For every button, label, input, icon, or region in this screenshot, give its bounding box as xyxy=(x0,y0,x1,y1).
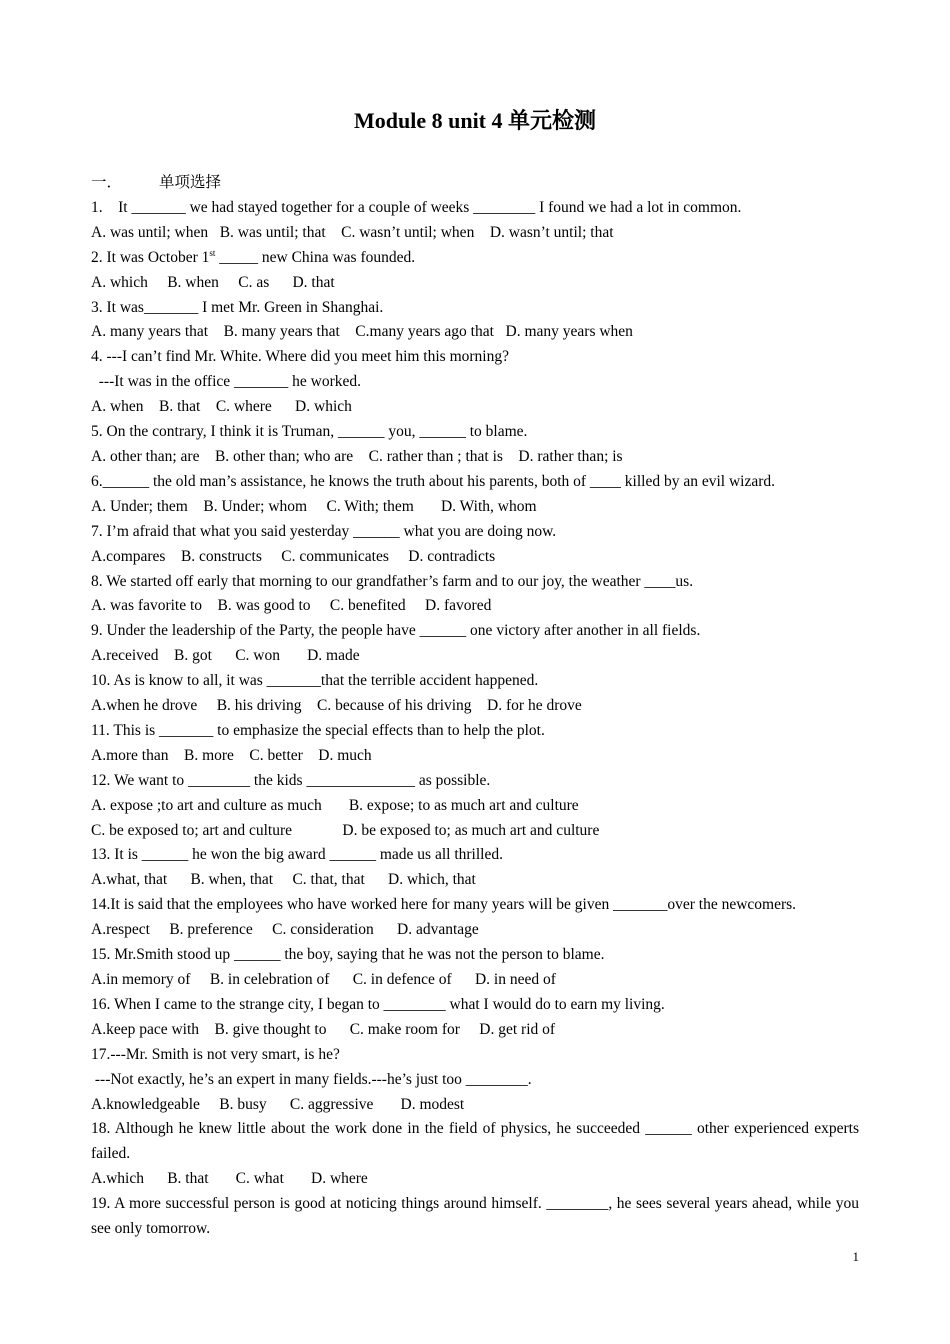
line-text: 5. On the contrary, I think it is Truman, ______ you, ______ to blame. xyxy=(91,423,528,441)
text-line xyxy=(91,445,859,470)
text-line xyxy=(91,843,859,868)
text-line xyxy=(91,1117,859,1167)
line-text: A. when B. that C. where D. which xyxy=(91,398,352,416)
line-text: 13. It is ______ he won the big award ______ made us all thrilled. xyxy=(91,846,503,864)
text-line xyxy=(91,594,859,619)
line-text: A. expose ;to art and culture as much B. expose; to as much art and culture xyxy=(91,796,579,814)
section-heading xyxy=(91,171,859,196)
text-line xyxy=(91,570,859,595)
line-text: A. Under; them B. Under; whom C. With; them D. With, whom xyxy=(91,497,537,515)
line-text: 9. Under the leadership of the Party, the people have ______ one victory after another in all fields. xyxy=(91,622,701,640)
text-line xyxy=(91,868,859,893)
line-text: 15. Mr.Smith stood up ______ the boy, saying that he was not the person to blame. xyxy=(91,946,605,964)
line-text: A.in memory of B. in celebration of C. in defence of D. in need of xyxy=(91,971,556,988)
line-text: A. which B. when C. as D. that xyxy=(91,273,335,291)
text-line xyxy=(91,943,859,968)
text-line xyxy=(91,545,859,570)
line-text: A.when he drove B. his driving C. because of his driving D. for he drove xyxy=(91,697,582,715)
line-text: 3. It was_______ I met Mr. Green in Shanghai. xyxy=(91,298,384,316)
text-line xyxy=(91,395,859,420)
text-line xyxy=(91,196,859,221)
text-line xyxy=(91,271,859,296)
line-text: A.keep pace with B. give thought to C. make room for D. get rid of xyxy=(91,1020,556,1038)
line-text: 18. Although he knew little about the work done in the field of physics, he succeeded ______ other experienced experts failed. xyxy=(91,1120,859,1163)
line-text: A. was until; when B. was until; that C. wasn’t until; when D. wasn’t until; that xyxy=(91,223,614,241)
text-line xyxy=(91,1043,859,1068)
text-line xyxy=(91,1018,859,1043)
text-line xyxy=(91,470,859,495)
document-title: Module 8 unit 4 单元检测 xyxy=(353,108,597,133)
line-text: 14.It is said that the employees who have worked here for many years will be given _______over the newcomers. xyxy=(91,896,797,914)
text-line xyxy=(91,246,859,271)
text-line xyxy=(91,1167,859,1192)
section-label: 单项选择 xyxy=(159,174,222,191)
text-line xyxy=(91,769,859,794)
line-text: A.what, that B. when, that C. that, that D. which, that xyxy=(91,871,476,889)
line-text: A. many years that B. many years that C.many years ago that D. many years when xyxy=(91,323,633,341)
line-text: ---Not exactly, he’s an expert in many fields.---he’s just too ________. xyxy=(91,1070,532,1088)
line-text: 4. ---I can’t find Mr. White. Where did you meet him this morning? xyxy=(91,348,509,366)
line-text: A.respect B. preference C. consideration D. advantage xyxy=(91,921,479,939)
text-line xyxy=(91,893,859,918)
line-text: 17.---Mr. Smith is not very smart, is he? xyxy=(91,1045,340,1063)
line-text: ---It was in the office _______ he worked. xyxy=(91,373,362,391)
line-text-continued: _____ new China was founded. xyxy=(215,248,416,266)
text-line xyxy=(91,420,859,445)
text-line xyxy=(91,719,859,744)
line-text: 19. A more successful person is good at noticing things around himself. ________, he sees several years ahead, while you see only tomorrow. xyxy=(91,1195,859,1238)
line-text: A.more than B. more C. better D. much xyxy=(91,746,372,764)
text-line xyxy=(91,918,859,943)
text-line xyxy=(91,495,859,520)
text-line xyxy=(91,345,859,370)
line-text: 10. As is know to all, it was _______that the terrible accident happened. xyxy=(91,672,539,690)
text-line xyxy=(91,296,859,321)
line-text: A. was favorite to B. was good to C. benefited D. favored xyxy=(91,597,492,615)
text-line xyxy=(91,644,859,669)
question-lines xyxy=(91,196,859,1242)
text-line xyxy=(91,520,859,545)
line-text: 11. This is _______ to emphasize the special effects than to help the plot. xyxy=(91,721,545,739)
line-text: C. be exposed to; art and culture D. be exposed to; as much art and culture xyxy=(91,821,600,839)
line-text: A. other than; are B. other than; who are C. rather than ; that is D. rather than; is xyxy=(91,447,623,465)
text-line xyxy=(91,320,859,345)
superscript: st xyxy=(209,247,216,258)
text-line xyxy=(91,619,859,644)
text-line xyxy=(91,1192,859,1242)
text-line xyxy=(91,968,859,993)
line-text: 2. It was October 1 xyxy=(91,248,210,266)
page-number: 1 xyxy=(852,1249,859,1264)
text-line xyxy=(91,1093,859,1118)
text-line xyxy=(91,819,859,844)
line-text: 6.______ the old man’s assistance, he knows the truth about his parents, both of ____ killed by an evil wizard. xyxy=(91,472,776,490)
line-text: 12. We want to ________ the kids ______________ as possible. xyxy=(91,771,491,789)
text-line xyxy=(91,794,859,819)
line-text: A.knowledgeable B. busy C. aggressive D. modest xyxy=(91,1095,465,1113)
line-text: A.received B. got C. won D. made xyxy=(91,647,360,665)
text-line xyxy=(91,669,859,694)
line-text: 16. When I came to the strange city, I began to ________ what I would do to earn my living. xyxy=(91,995,665,1013)
text-line xyxy=(91,370,859,395)
text-line xyxy=(91,744,859,769)
line-text: A.which B. that C. what D. where xyxy=(91,1170,368,1188)
section-number: 一． xyxy=(91,174,123,191)
text-line xyxy=(91,694,859,719)
text-line xyxy=(91,221,859,246)
text-line xyxy=(91,1068,859,1093)
question-list xyxy=(91,171,859,1242)
line-text: 7. I’m afraid that what you said yesterday ______ what you are doing now. xyxy=(91,522,557,540)
line-text: A.compares B. constructs C. communicates D. contradicts xyxy=(91,547,496,565)
text-line xyxy=(91,993,859,1018)
line-text: 1. It _______ we had stayed together for a couple of weeks ________ I found we had a lot in common. xyxy=(91,198,742,216)
line-text: 8. We started off early that morning to our grandfather’s farm and to our joy, the weather ____us. xyxy=(91,572,694,590)
